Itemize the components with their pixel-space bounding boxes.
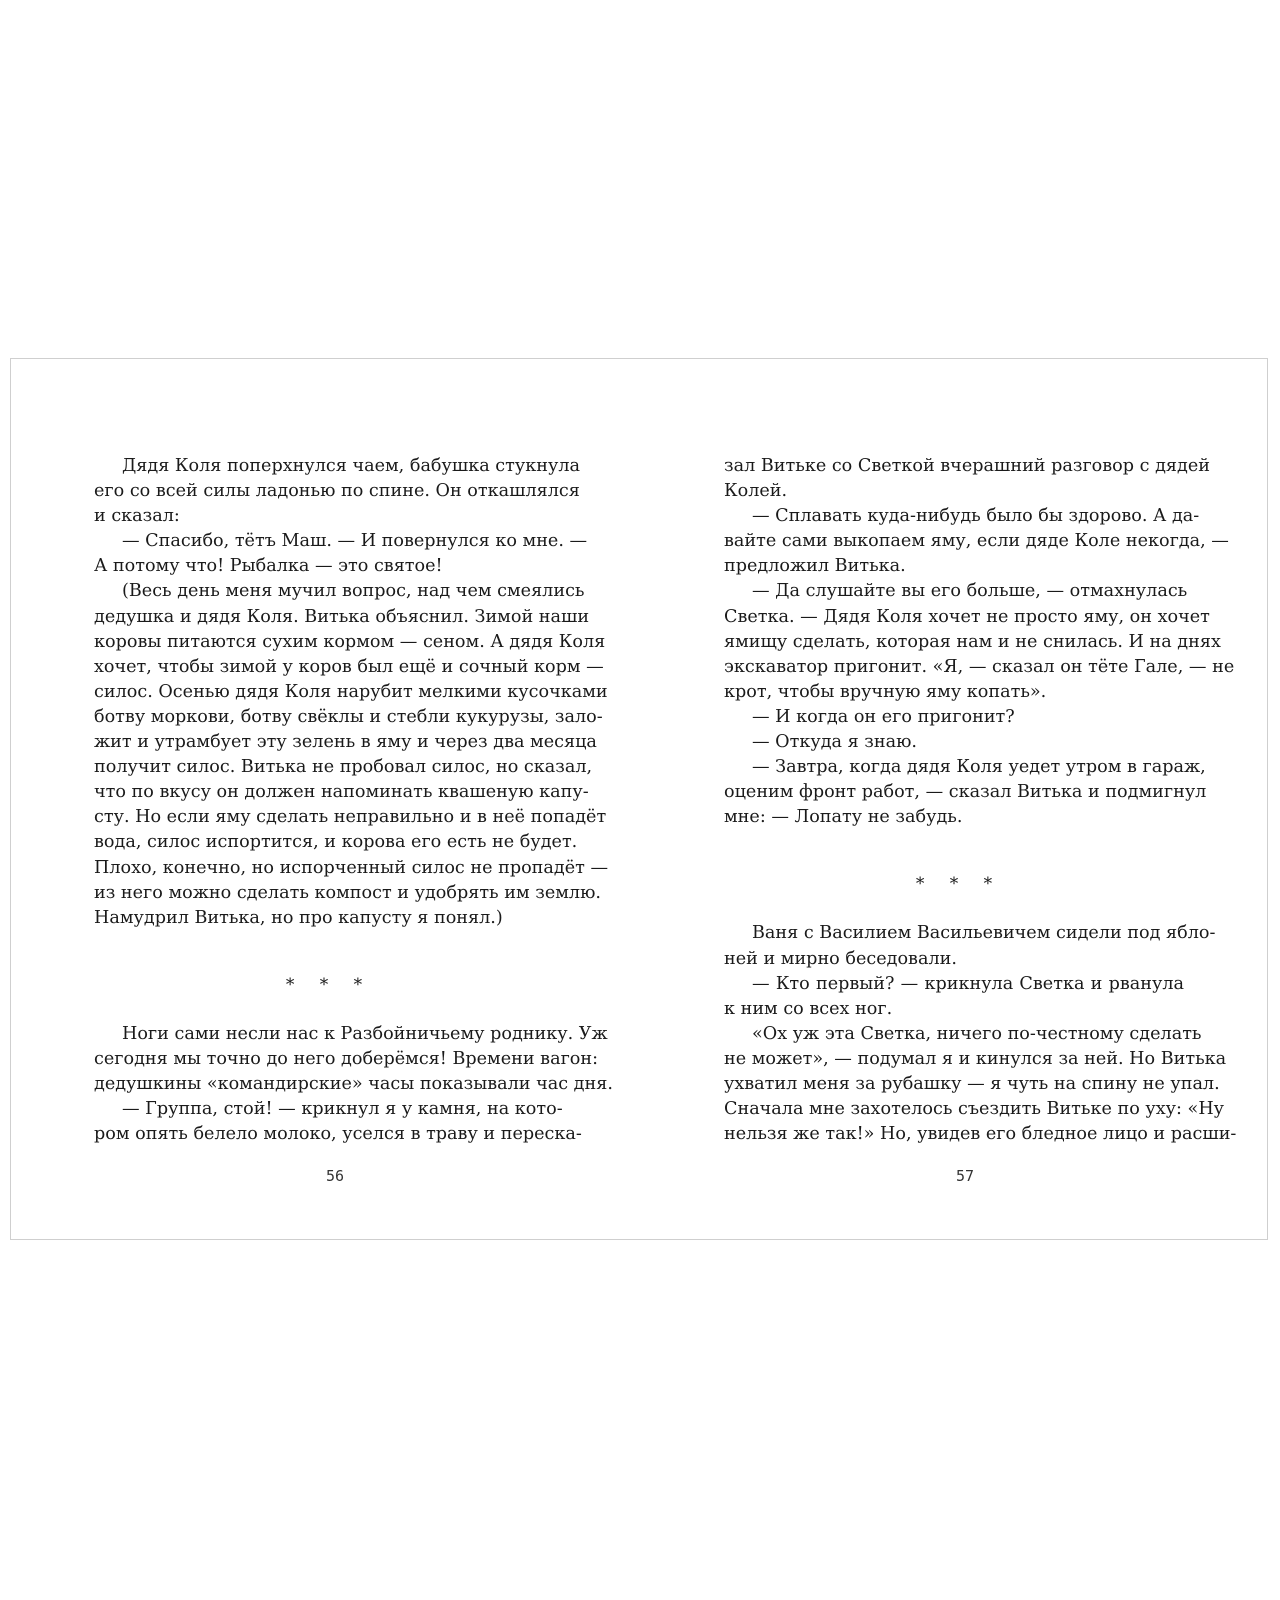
paragraph (724, 921, 1216, 971)
text-line: вода, силос испортится, и корова его есть не будет. (94, 832, 578, 853)
text-line: — Спасибо, тётъ Маш. — И повернулся ко мне. — (122, 531, 588, 552)
text-line: — Группа, стой! — крикнул я у камня, на кото- (122, 1099, 563, 1120)
paragraph (724, 730, 1184, 755)
text-line: А потому что! Рыбалка — это святое! (94, 556, 443, 577)
text-line: хочет, чтобы зимой у коров был ещё и сочный корм — (94, 656, 604, 677)
text-line: оценим фронт работ, — сказал Витька и подмигнул (724, 782, 1207, 803)
text-line: что по вкусу он должен напоминать квашеную капу- (94, 782, 589, 803)
text-line: ямищу сделать, которая нам и не снилась. И на днях (724, 631, 1221, 652)
text-line: ухватил меня за рубашку — я чуть на спину не упал. (724, 1073, 1220, 1094)
text-line: Плохо, конечно, но испорченный силос не пропадёт — (94, 857, 609, 878)
text-line: жит и утрамбует эту зелень в яму и через два месяца (94, 732, 597, 753)
text-line: Колей. (724, 481, 788, 502)
text-line: — И когда он его пригонит? (752, 706, 1015, 727)
paragraph (94, 454, 580, 529)
text-line: дедушкины «командирские» часы показывали час дня. (94, 1073, 613, 1094)
left-page (94, 454, 613, 1147)
text-line: получит силос. Витька не пробовал силос, но сказал, (94, 757, 593, 778)
text-line: силос. Осенью дядя Коля нарубит мелкими кусочками (94, 681, 608, 702)
paragraph (724, 504, 1229, 579)
text-line: к ним со всех ног. (724, 998, 893, 1019)
text-line: сту. Но если яму сделать неправильно и в неё попадёт (94, 807, 607, 828)
text-line: Сначала мне захотелось съездить Витьке по уху: «Ну (724, 1099, 1225, 1120)
text-line: экскаватор пригонит. «Я, — сказал он тёте Гале, — не (724, 656, 1235, 677)
paragraph (94, 579, 609, 930)
text-line: коровы питаются сухим кормом — сеном. А дядя Коля (94, 631, 606, 652)
text-line: (Весь день меня мучил вопрос, над чем смеялись (122, 581, 585, 602)
text-line: Ваня с Василием Васильевичем сидели под ябло- (752, 923, 1216, 944)
paragraph (94, 1022, 613, 1097)
paragraph (724, 454, 1210, 504)
text-line: — Кто первый? — крикнула Светка и рванула (752, 973, 1184, 994)
text-line: Намудрил Витька, но про капусту я понял.) (94, 907, 503, 928)
paragraph (724, 972, 1184, 1022)
page-number-right: 57 (955, 1167, 975, 1185)
book-spread (10, 358, 1268, 1240)
paragraph (94, 529, 588, 579)
text-line: предложил Витька. (724, 556, 906, 577)
paragraph (94, 1097, 582, 1147)
text-line: Дядя Коля поперхнулся чаем, бабушка стукнула (122, 456, 580, 476)
text-line: дедушка и дядя Коля. Витька объяснил. Зимой наши (94, 606, 590, 627)
text-line: из него можно сделать компост и удобрять им землю. (94, 882, 602, 903)
text-line: — Откуда я знаю. (752, 732, 918, 753)
text-line: мне: — Лопату не забудь. (724, 807, 963, 828)
right-page (724, 454, 1237, 1147)
section-separator: * * * (915, 874, 1003, 895)
section-separator: * * * (285, 974, 373, 995)
text-line: и сказал: (94, 506, 180, 527)
text-line: ней и мирно беседовали. (724, 948, 957, 969)
paragraph (724, 1022, 1237, 1147)
text-line: Ноги сами несли нас к Разбойничьему роднику. Уж (122, 1023, 608, 1044)
page-number-left: 56 (325, 1167, 345, 1185)
text-line: крот, чтобы вручную яму копать». (724, 681, 1047, 702)
text-line: его со всей силы ладонью по спине. Он откашлялся (94, 481, 580, 502)
paragraph (724, 755, 1207, 830)
text-line: сегодня мы точно до него доберёмся! Времени вагон: (94, 1048, 599, 1069)
text-line: — Завтра, когда дядя Коля уедет утром в гараж, (752, 757, 1206, 778)
text-line: — Да слушайте вы его больше, — отмахнулась (752, 581, 1188, 602)
text-line: вайте сами выкопаем яму, если дяде Коле некогда, — (724, 531, 1229, 552)
text-line: «Ох уж эта Светка, ничего по-честному сделать (752, 1023, 1202, 1044)
text-line: не может», — подумал я и кинулся за ней. Но Витька (724, 1048, 1227, 1069)
text-line: — Сплавать куда-нибудь было бы здорово. А да- (752, 506, 1200, 527)
paragraph (724, 705, 1184, 730)
text-line: ром опять белело молоко, уселся в траву и переска- (94, 1124, 582, 1145)
text-line: ботву моркови, ботву свёклы и стебли кукурузы, зало- (94, 706, 603, 727)
text-line: Светка. — Дядя Коля хочет не просто яму, он хочет (724, 606, 1210, 627)
text-line: зал Витьке со Светкой вчерашний разговор с дядей (724, 456, 1210, 476)
paragraph (724, 579, 1235, 704)
text-line: нельзя же так!» Но, увидев его бледное лицо и расши- (724, 1124, 1237, 1145)
